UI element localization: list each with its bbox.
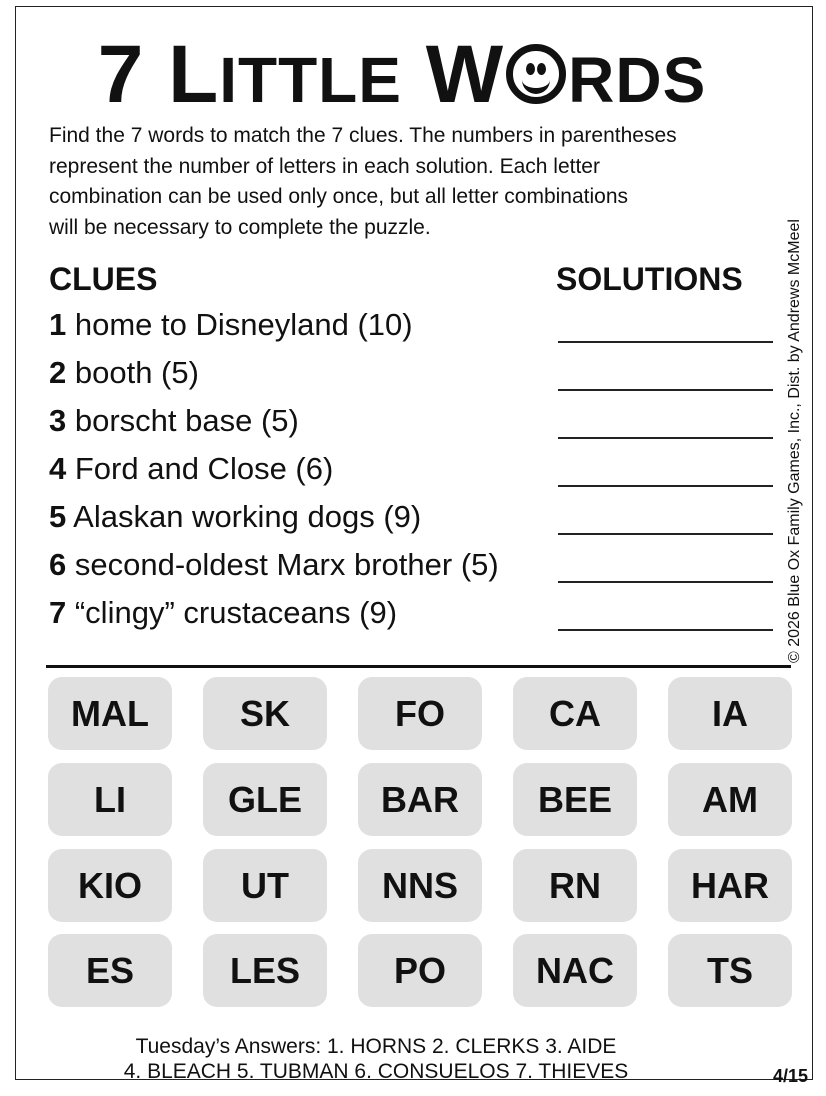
solution-blank-1[interactable]: [558, 341, 773, 343]
previous-answers-line-2: 4. BLEACH 5. TUBMAN 6. CONSUELOS 7. THIEVES: [123, 1060, 629, 1083]
clues-heading: CLUES: [49, 261, 158, 297]
clue-3: 3 borscht base (5): [49, 403, 299, 438]
clue-6: 6 second-oldest Marx brother (5): [49, 547, 499, 582]
letter-tile[interactable]: MAL: [48, 677, 172, 750]
puzzle-title: 7 LITTLE W RDS: [97, 29, 707, 120]
letter-tile[interactable]: NAC: [513, 934, 637, 1007]
letter-tile[interactable]: UT: [203, 849, 327, 922]
letter-tile[interactable]: RN: [513, 849, 637, 922]
letter-tile[interactable]: KIO: [48, 849, 172, 922]
clue-1: 1 home to Disneyland (10): [49, 307, 413, 342]
clue-7: 7 “clingy” crustaceans (9): [49, 595, 398, 630]
solution-blank-5[interactable]: [558, 533, 773, 535]
copyright-credit: © 2026 Blue Ox Family Games, Inc., Dist. by Andrews McMeel: [786, 219, 803, 663]
letter-tile[interactable]: GLE: [203, 763, 327, 836]
solution-blank-3[interactable]: [558, 437, 773, 439]
clue-2: 2 booth (5): [49, 355, 199, 390]
instructions: Find the 7 words to match the 7 clues. The numbers in parentheses represent the number of letters in each solution. Each letter combination can be used only once, but all letter combinations will be necessary to complete the puzzle.: [49, 124, 677, 239]
letter-tile[interactable]: LI: [48, 763, 172, 836]
letter-tile[interactable]: FO: [358, 677, 482, 750]
letter-tile[interactable]: IA: [668, 677, 792, 750]
letter-tile[interactable]: LES: [203, 934, 327, 1007]
solution-blank-7[interactable]: [558, 629, 773, 631]
letter-tile[interactable]: TS: [668, 934, 792, 1007]
puzzle-date: 4/15: [773, 1066, 809, 1086]
solution-blank-2[interactable]: [558, 389, 773, 391]
letter-tile[interactable]: AM: [668, 763, 792, 836]
solution-blank-6[interactable]: [558, 581, 773, 583]
solution-blank-4[interactable]: [558, 485, 773, 487]
divider: [46, 665, 791, 668]
letter-tile[interactable]: ES: [48, 934, 172, 1007]
letter-tile[interactable]: NNS: [358, 849, 482, 922]
clue-5: 5 Alaskan working dogs (9): [49, 499, 422, 534]
letter-tile[interactable]: PO: [358, 934, 482, 1007]
letter-tile[interactable]: CA: [513, 677, 637, 750]
solutions-heading: SOLUTIONS: [556, 261, 743, 297]
smiley-face-icon: [506, 44, 566, 104]
clue-4: 4 Ford and Close (6): [49, 451, 334, 486]
letter-tile[interactable]: BEE: [513, 763, 637, 836]
letter-tile[interactable]: HAR: [668, 849, 792, 922]
letter-tile[interactable]: SK: [203, 677, 327, 750]
puzzle-frame: [15, 6, 813, 1086]
letter-tile[interactable]: BAR: [358, 763, 482, 836]
previous-answers-line-1: Tuesday’s Answers: 1. HORNS 2. CLERKS 3. AIDE: [135, 1035, 617, 1058]
